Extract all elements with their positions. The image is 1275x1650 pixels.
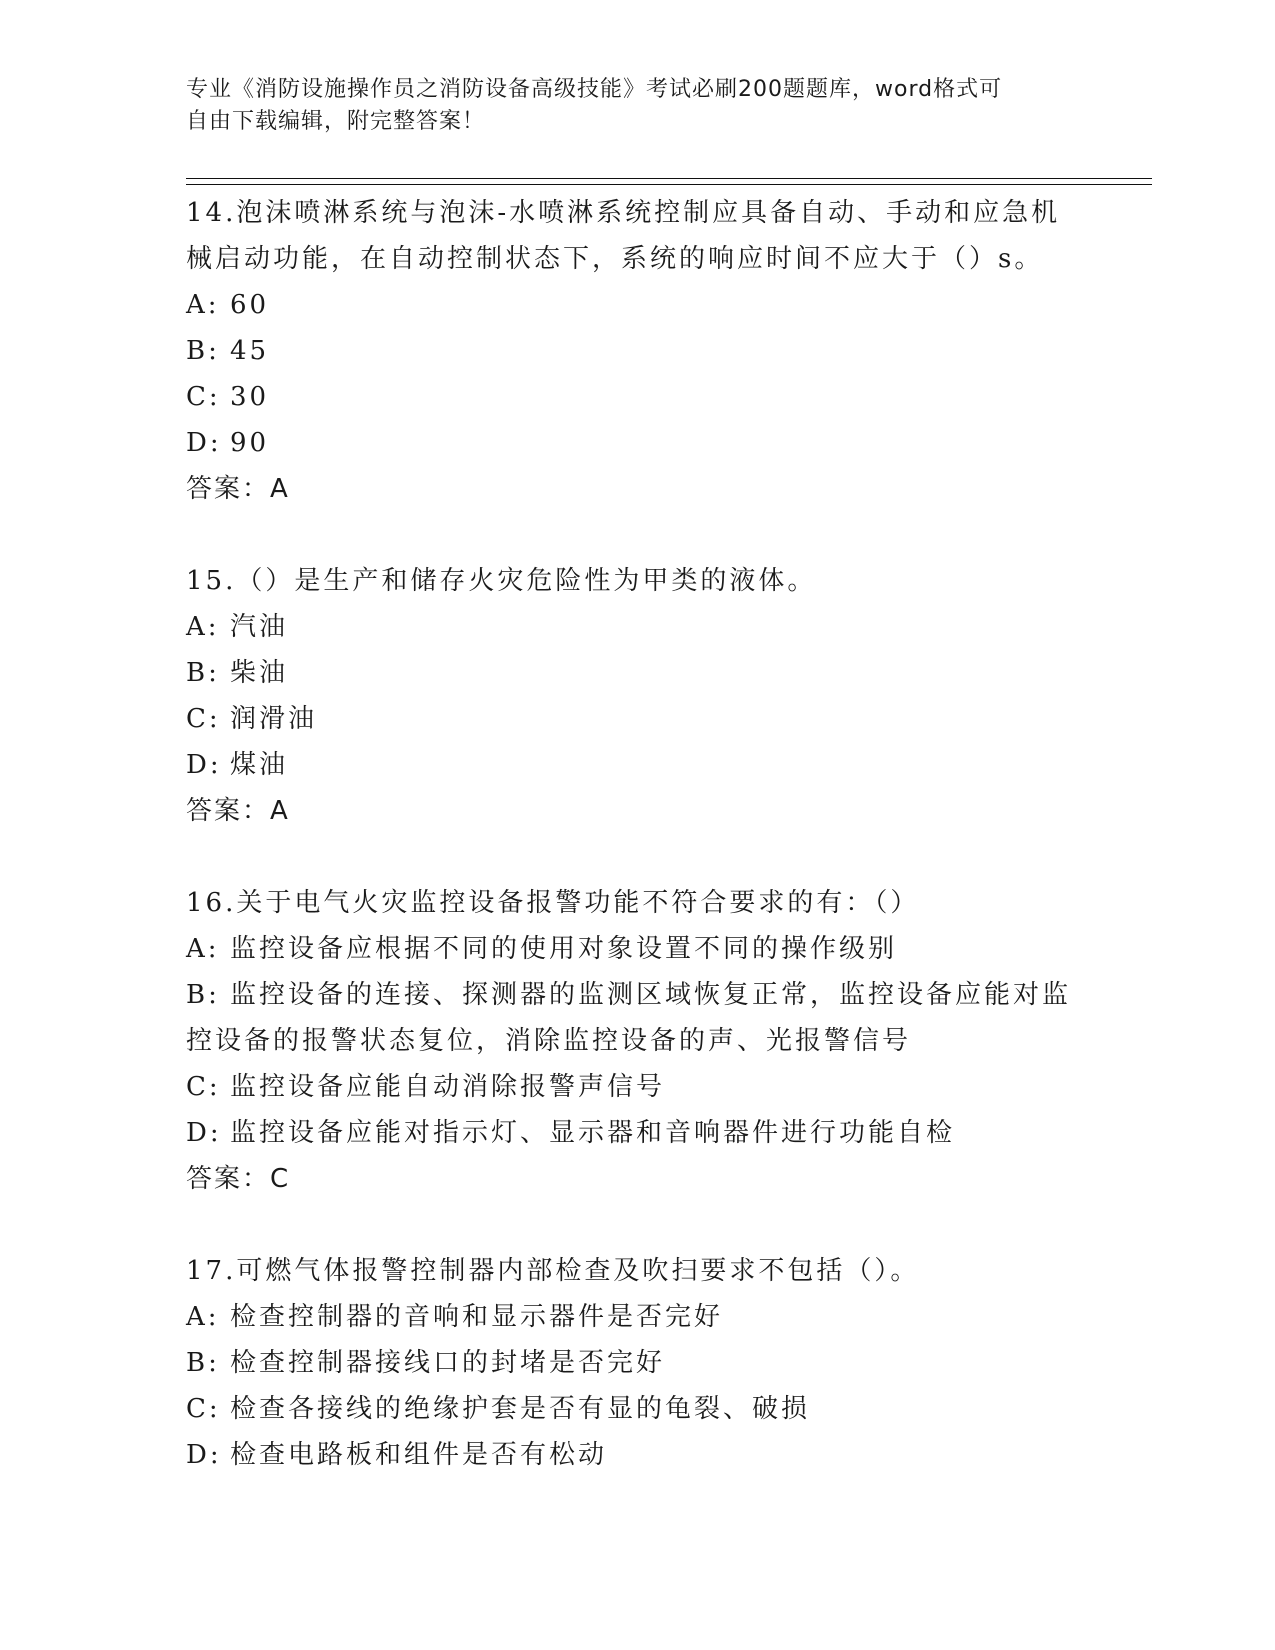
option-item xyxy=(186,420,1086,466)
option-text: 监控设备的连接、探测器的监测区域恢复正常，监控设备应能对监 xyxy=(230,980,1072,1010)
answer-line: 答案：A xyxy=(186,796,290,826)
option-key: A: xyxy=(186,1302,220,1332)
option-item xyxy=(186,1340,1086,1386)
question-stem-line: 械启动功能，在自动控制状态下，系统的响应时间不应大于（）s。 xyxy=(186,244,1044,274)
option-key: D: xyxy=(186,1118,222,1148)
option-item xyxy=(186,328,1086,374)
option-text: 检查电路板和组件是否有松动 xyxy=(230,1440,608,1470)
question-stem-line: 15.（）是生产和储存火灾危险性为甲类的液体。 xyxy=(186,566,817,596)
question-stem-line: 16.关于电气火灾监控设备报警功能不符合要求的有：（） xyxy=(186,888,920,918)
question-block xyxy=(186,1248,1086,1478)
option-key: C: xyxy=(186,1394,221,1424)
question-list xyxy=(186,190,1086,1524)
option-item xyxy=(186,1064,1086,1110)
option-item xyxy=(186,972,1086,1018)
header-rule-top xyxy=(186,178,1152,179)
option-item xyxy=(186,926,1086,972)
option-key: A: xyxy=(186,290,220,320)
option-key: B: xyxy=(186,658,220,688)
option-item xyxy=(186,1110,1086,1156)
option-key: D: xyxy=(186,1440,222,1470)
option-text: 汽油 xyxy=(230,612,289,642)
option-text: 监控设备应根据不同的使用对象设置不同的操作级别 xyxy=(230,934,898,964)
question-block xyxy=(186,558,1086,834)
option-item xyxy=(186,604,1086,650)
option-key: C: xyxy=(186,1072,221,1102)
option-item xyxy=(186,1432,1086,1478)
option-text: 润滑油 xyxy=(230,704,318,734)
option-key: B: xyxy=(186,980,220,1010)
option-key: C: xyxy=(186,382,221,412)
option-key: D: xyxy=(186,428,222,458)
option-key: D: xyxy=(186,750,222,780)
question-stem-line: 17.可燃气体报警控制器内部检查及吹扫要求不包括（）。 xyxy=(186,1256,920,1286)
option-text: 柴油 xyxy=(230,658,289,688)
option-key: B: xyxy=(186,1348,220,1378)
header-rule-bottom xyxy=(186,184,1152,185)
option-item xyxy=(186,282,1086,328)
option-item xyxy=(186,374,1086,420)
option-text: 煤油 xyxy=(230,750,289,780)
option-text: 监控设备应能对指示灯、显示器和音响器件进行功能自检 xyxy=(230,1118,956,1148)
option-key: A: xyxy=(186,934,220,964)
option-text: 90 xyxy=(230,428,270,458)
option-item xyxy=(186,1386,1086,1432)
answer-line: 答案：A xyxy=(186,474,290,504)
document-header xyxy=(186,74,1066,138)
option-key: C: xyxy=(186,704,221,734)
option-text: 30 xyxy=(230,382,270,412)
option-text: 检查控制器接线口的封堵是否完好 xyxy=(230,1348,666,1378)
question-stem-line: 14.泡沫喷淋系统与泡沫-水喷淋系统控制应具备自动、手动和应急机 xyxy=(186,198,1061,228)
option-text: 监控设备应能自动消除报警声信号 xyxy=(230,1072,666,1102)
answer-line: 答案：C xyxy=(186,1164,291,1194)
option-text: 60 xyxy=(230,290,270,320)
question-block xyxy=(186,880,1086,1202)
option-text: 检查各接线的绝缘护套是否有显的龟裂、破损 xyxy=(230,1394,811,1424)
header-line-1: 专业《消防设施操作员之消防设备高级技能》考试必刷200题题库，word格式可 xyxy=(186,77,1003,102)
option-text: 45 xyxy=(230,336,270,366)
option-text-continuation: 控设备的报警状态复位，消除监控设备的声、光报警信号 xyxy=(186,1026,912,1056)
option-item xyxy=(186,1294,1086,1340)
option-item xyxy=(186,696,1086,742)
option-item xyxy=(186,650,1086,696)
option-text: 检查控制器的音响和显示器件是否完好 xyxy=(230,1302,724,1332)
option-key: B: xyxy=(186,336,220,366)
option-key: A: xyxy=(186,612,220,642)
option-item xyxy=(186,742,1086,788)
header-line-2: 自由下载编辑，附完整答案！ xyxy=(186,109,486,134)
question-block xyxy=(186,190,1086,512)
